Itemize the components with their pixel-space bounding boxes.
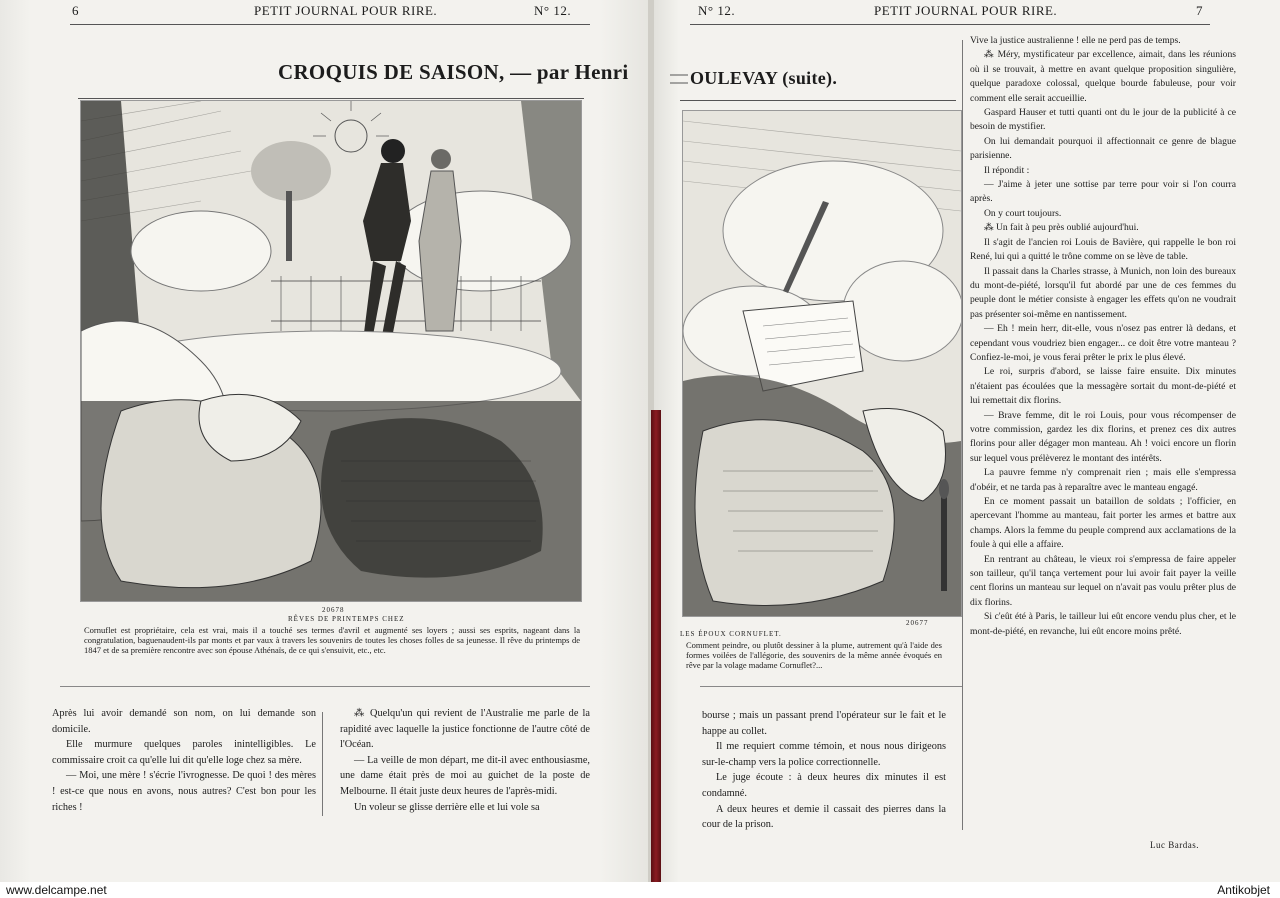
right-body-rule <box>700 686 962 687</box>
right-illustration-caption: Comment peindre, ou plutôt dessiner à la plume, autrement qu'à l'aide des formes voilées de l'allégorie, des souvenirs de la même année évoqués en rêve par la volage madame Cornuflet?... <box>686 640 942 670</box>
right-header-rule <box>690 24 1210 25</box>
right-column-1 <box>702 708 946 833</box>
paragraph: Un voleur se glisse derrière elle et lui vole sa <box>354 801 540 813</box>
left-title-rule <box>78 98 584 99</box>
right-article-title: OULEVAY (suite). <box>690 68 838 88</box>
left-illustration-number: 20678 <box>322 606 345 614</box>
paragraph: Vive la justice australienne ! elle ne perd pas de temps. <box>970 35 1181 46</box>
right-column-2 <box>970 34 1236 639</box>
paragraph: ⁂ Quelqu'un qui revient de l'Australie me parle de la rapidité avec laquelle la justice fonctionne de l'autre côté de l'Océan. <box>340 708 590 751</box>
paragraph: — La veille de mon départ, me dit-il avec enthousiasme, une dame était près de moi au guichet de la poste de Melbourne. Il était juste deux heures de l'après-midi. <box>340 754 590 797</box>
paragraph: Il me requiert comme témoin, et nous nous dirigeons sur-le-champ vers la police correctionnelle. <box>702 741 946 768</box>
left-illustration-title: RÊVES DE PRINTEMPS CHEZ <box>288 615 405 623</box>
right-engraving <box>682 110 962 617</box>
left-body-rule <box>60 686 590 687</box>
paragraph: Gaspard Hauser et tutti quanti ont du le jour de la publicité à ce besoin de mystifier. <box>970 107 1236 133</box>
bookmark-ribbon <box>651 410 661 882</box>
paragraph: — J'aime à jeter une sottise par terre pour voir si l'on courra après. <box>970 179 1236 205</box>
left-column-divider <box>322 712 323 816</box>
paragraph: Si c'eût été à Paris, le tailleur lui eût encore vendu plus cher, et le mont-de-piété, en revanche, lui eût encore moins prêté. <box>970 611 1236 637</box>
left-engraving <box>80 100 582 602</box>
paragraph: Le roi, surpris d'abord, se laisse faire ensuite. Dix minutes n'étaient pas écoulées que la messagère sortait du mont-de-piété et lui remettait dix florins. <box>970 366 1236 407</box>
paragraph: Après lui avoir demandé son nom, on lui demande son domicile. <box>52 708 316 735</box>
paragraph: — Moi, une mère ! s'écrie l'ivrognesse. De quoi ! des mères ! est-ce que nous en avons, nous autres? C'est bon pour les riches ! <box>52 770 316 813</box>
right-column-divider <box>962 40 963 830</box>
paragraph: En ce moment passait un bataillon de soldats ; l'officier, en apercevant l'homme au manteau, fait porter les armes et battre aux champs. Alors la femme du peuple comprend aux acclamations de la foule à qui elle a affaire. <box>970 496 1236 551</box>
left-issue-number: N° 12. <box>534 3 572 18</box>
left-running-title: PETIT JOURNAL POUR RIRE. <box>254 3 438 18</box>
right-illustration-title: LES ÉPOUX CORNUFLET. <box>680 630 782 638</box>
paragraph: A deux heures et demie il cassait des pierres dans la cour de la prison. <box>702 803 946 831</box>
left-illustration-caption: Cornuflet est propriétaire, cela est vrai, mais il a touché ses termes d'avril et augmenté ses loyers ; aussi ses esprits, nageant dans la congratulation, baguenaudent-ils par monts et par vaux à travers les souvenirs de toutes les choses folles de sa jeunesse. Il rêve du printemps de 1847 et de sa première rencontre avec son épouse Athénaïs, de ce qui s'ensuivit, etc., etc. <box>84 625 580 655</box>
paragraph: bourse ; mais un passant prend l'opérateur sur le fait et le happe au collet. <box>702 710 946 737</box>
left-article-title: CROQUIS DE SAISON, — par Henri <box>278 60 629 84</box>
footer-left-link[interactable]: www.delcampe.net <box>6 883 107 897</box>
paragraph: Le juge écoute : à deux heures dix minutes il est condamné. <box>702 772 946 799</box>
ornament-icon <box>670 72 688 86</box>
paragraph: — Brave femme, dit le roi Louis, pour vous récompenser de votre commission, gardez les dix florins, et prenez ces dix autres florins pour aller dégager mon manteau. Ah ! voici encore un florin sur lequel vous prélèverez le montant des intérêts. <box>970 409 1236 464</box>
left-column-1 <box>52 706 316 815</box>
paragraph: On y court toujours. <box>984 207 1062 219</box>
right-page-number: 7 <box>1196 3 1203 18</box>
paragraph: Il passait dans la Charles strasse, à Munich, non loin des bureaux du mont-de-piété, lorsqu'il fut abordé par une de ces femmes du peuple dont le métier consiste à engager les effets qu'on ne voudrait pas présenter soi-même en nantissement. <box>970 265 1236 320</box>
paragraph: La pauvre femme n'y comprenait rien ; mais elle s'empressa d'obéir, et ne tarda pas à reparaître avec le manteau engagé. <box>970 467 1236 493</box>
right-issue-number: N° 12. <box>698 3 736 18</box>
right-illustration-number: 20677 <box>906 619 929 627</box>
paragraph: ⁂ Méry, mystificateur par excellence, aimait, dans les réunions où il se trouvait, à mettre en avant quelque proposition singulière, quelque paradoxe colossal, quelque bourde fabuleuse, pour voir comment elle serait accueillie. <box>970 49 1236 104</box>
left-header-rule <box>70 24 590 25</box>
paragraph: ⁂ Un fait à peu près oublié aujourd'hui. <box>984 222 1139 234</box>
paragraph: — Eh ! mein herr, dit-elle, vous n'osez pas entrer là dedans, et cependant vous voudriez bien engager... ce doit être votre manteau ? Confiez-le-moi, je vous ferai prêter le prix le plus élevé. <box>970 323 1236 363</box>
paragraph: On lui demandait pourquoi il affectionnait ce genre de blague parisienne. <box>970 135 1236 162</box>
footer-bar <box>0 882 1280 898</box>
left-page-number: 6 <box>72 3 79 18</box>
author-signature: Luc Bardas. <box>1150 840 1199 850</box>
paragraph: Elle murmure quelques paroles inintelligibles. Le commissaire croit ca qu'elle lui dit qu'elle loge chez sa mère. <box>52 739 316 766</box>
footer-right-label: Antikobjet <box>1217 883 1270 897</box>
paragraph: En rentrant au château, le vieux roi s'empressa de faire appeler son tailleur, qu'il tança vertement pour lui avoir fait payer la veille cent florins un manteau sur lequel on n'avait pas voulu prêter plus de dix florins. <box>970 553 1236 608</box>
left-column-2 <box>340 706 590 815</box>
right-title-rule <box>680 100 956 101</box>
right-running-title: PETIT JOURNAL POUR RIRE. <box>874 3 1058 18</box>
paragraph: Il répondit : <box>984 164 1030 176</box>
paragraph: Il s'agit de l'ancien roi Louis de Bavière, qui rappelle le bon roi René, lui qui a quitté le trône comme on se lève de table. <box>970 236 1236 263</box>
